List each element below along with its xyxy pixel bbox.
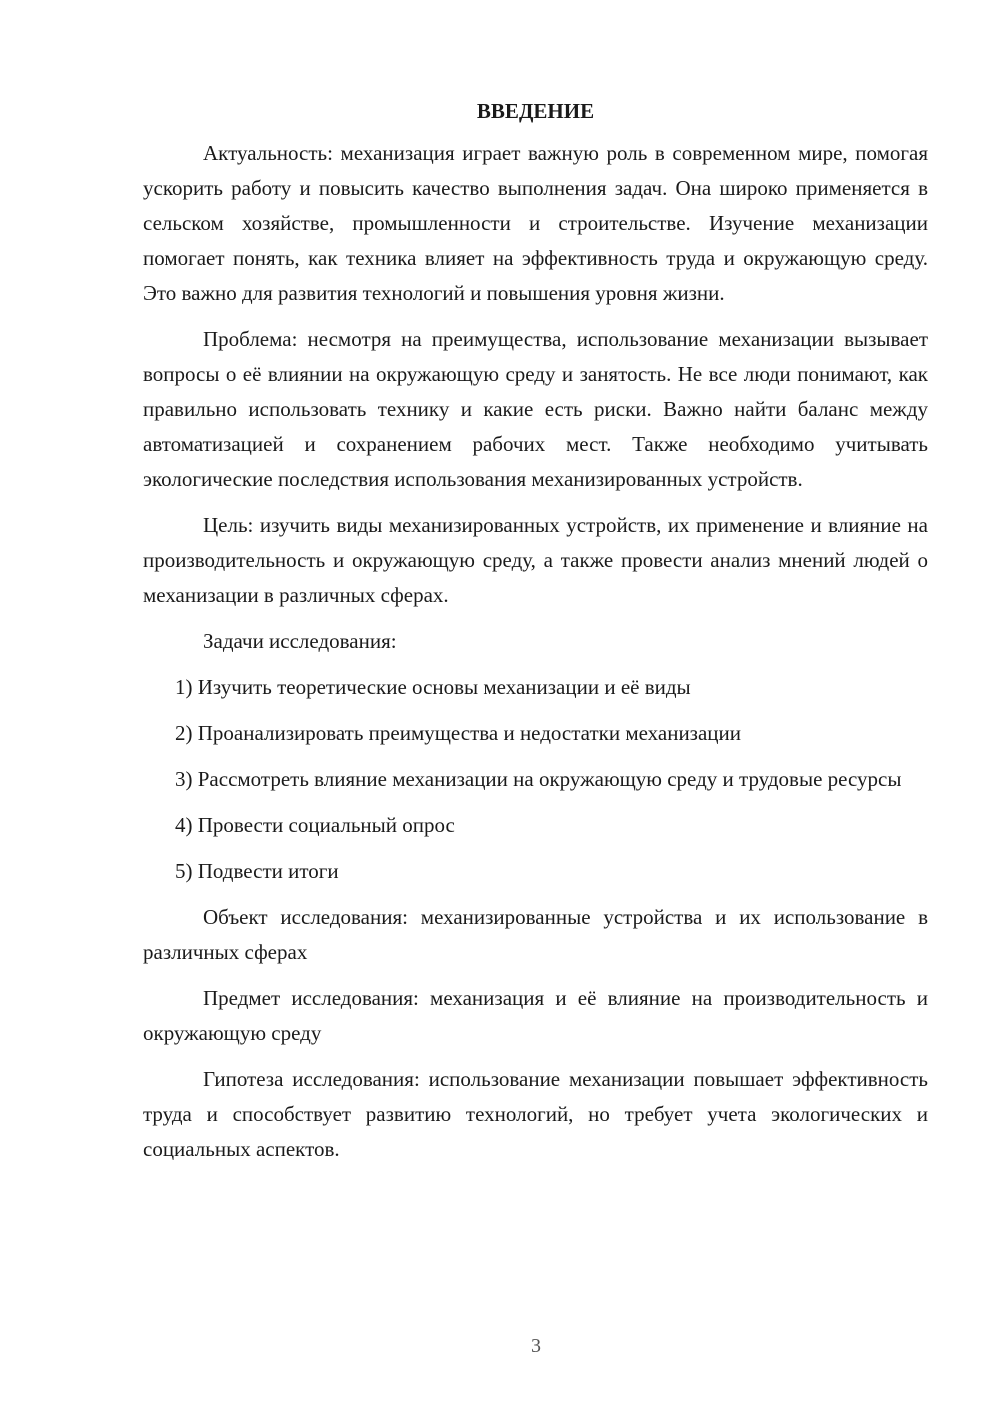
paragraph-problem: Проблема: несмотря на преимущества, использование механизации вызывает вопросы о её влиянии на окружающую среду и занятость. Не все люди понимают, как правильно использовать технику и какие есть риски. Важно найти баланс между автоматизацией и сохранением рабочих мест. Также необходимо учитывать экологические последствия использования механизированных устройств. — [143, 327, 928, 491]
page-number: 3 — [531, 1335, 541, 1357]
task-item-2: 2) Проанализировать преимущества и недостатки механизации — [175, 721, 742, 745]
section-title: ВВЕДЕНИЕ — [476, 99, 595, 123]
paragraph-tasks-heading: Задачи исследования: — [203, 629, 397, 653]
task-item-4: 4) Провести социальный опрос — [175, 813, 455, 837]
paragraph-subject: Предмет исследования: механизация и её влияние на производительность и окружающую среду — [143, 986, 928, 1045]
task-item-3: 3) Рассмотреть влияние механизации на окружающую среду и трудовые ресурсы — [175, 767, 902, 791]
paragraph-goal: Цель: изучить виды механизированных устройств, их применение и влияние на производительность и окружающую среду, а также провести анализ мнений людей о механизации в различных сферах. — [143, 513, 928, 607]
paragraph-hypothesis: Гипотеза исследования: использование механизации повышает эффективность труда и способствует развитию технологий, но требует учета экологических и социальных аспектов. — [143, 1067, 928, 1161]
paragraph-relevance: Актуальность: механизация играет важную роль в современном мире, помогая ускорить работу и повысить качество выполнения задач. Она широко применяется в сельском хозяйстве, промышленности и строительстве. Изучение механизации помогает понять, как техника влияет на эффективность труда и окружающую среду. Это важно для развития технологий и повышения уровня жизни. — [143, 141, 928, 305]
paragraph-object: Объект исследования: механизированные устройства и их использование в различных сферах — [143, 905, 928, 964]
task-item-1: 1) Изучить теоретические основы механизации и её виды — [175, 675, 691, 699]
document-body — [143, 96, 928, 1178]
task-item-5: 5) Подвести итоги — [175, 859, 339, 883]
